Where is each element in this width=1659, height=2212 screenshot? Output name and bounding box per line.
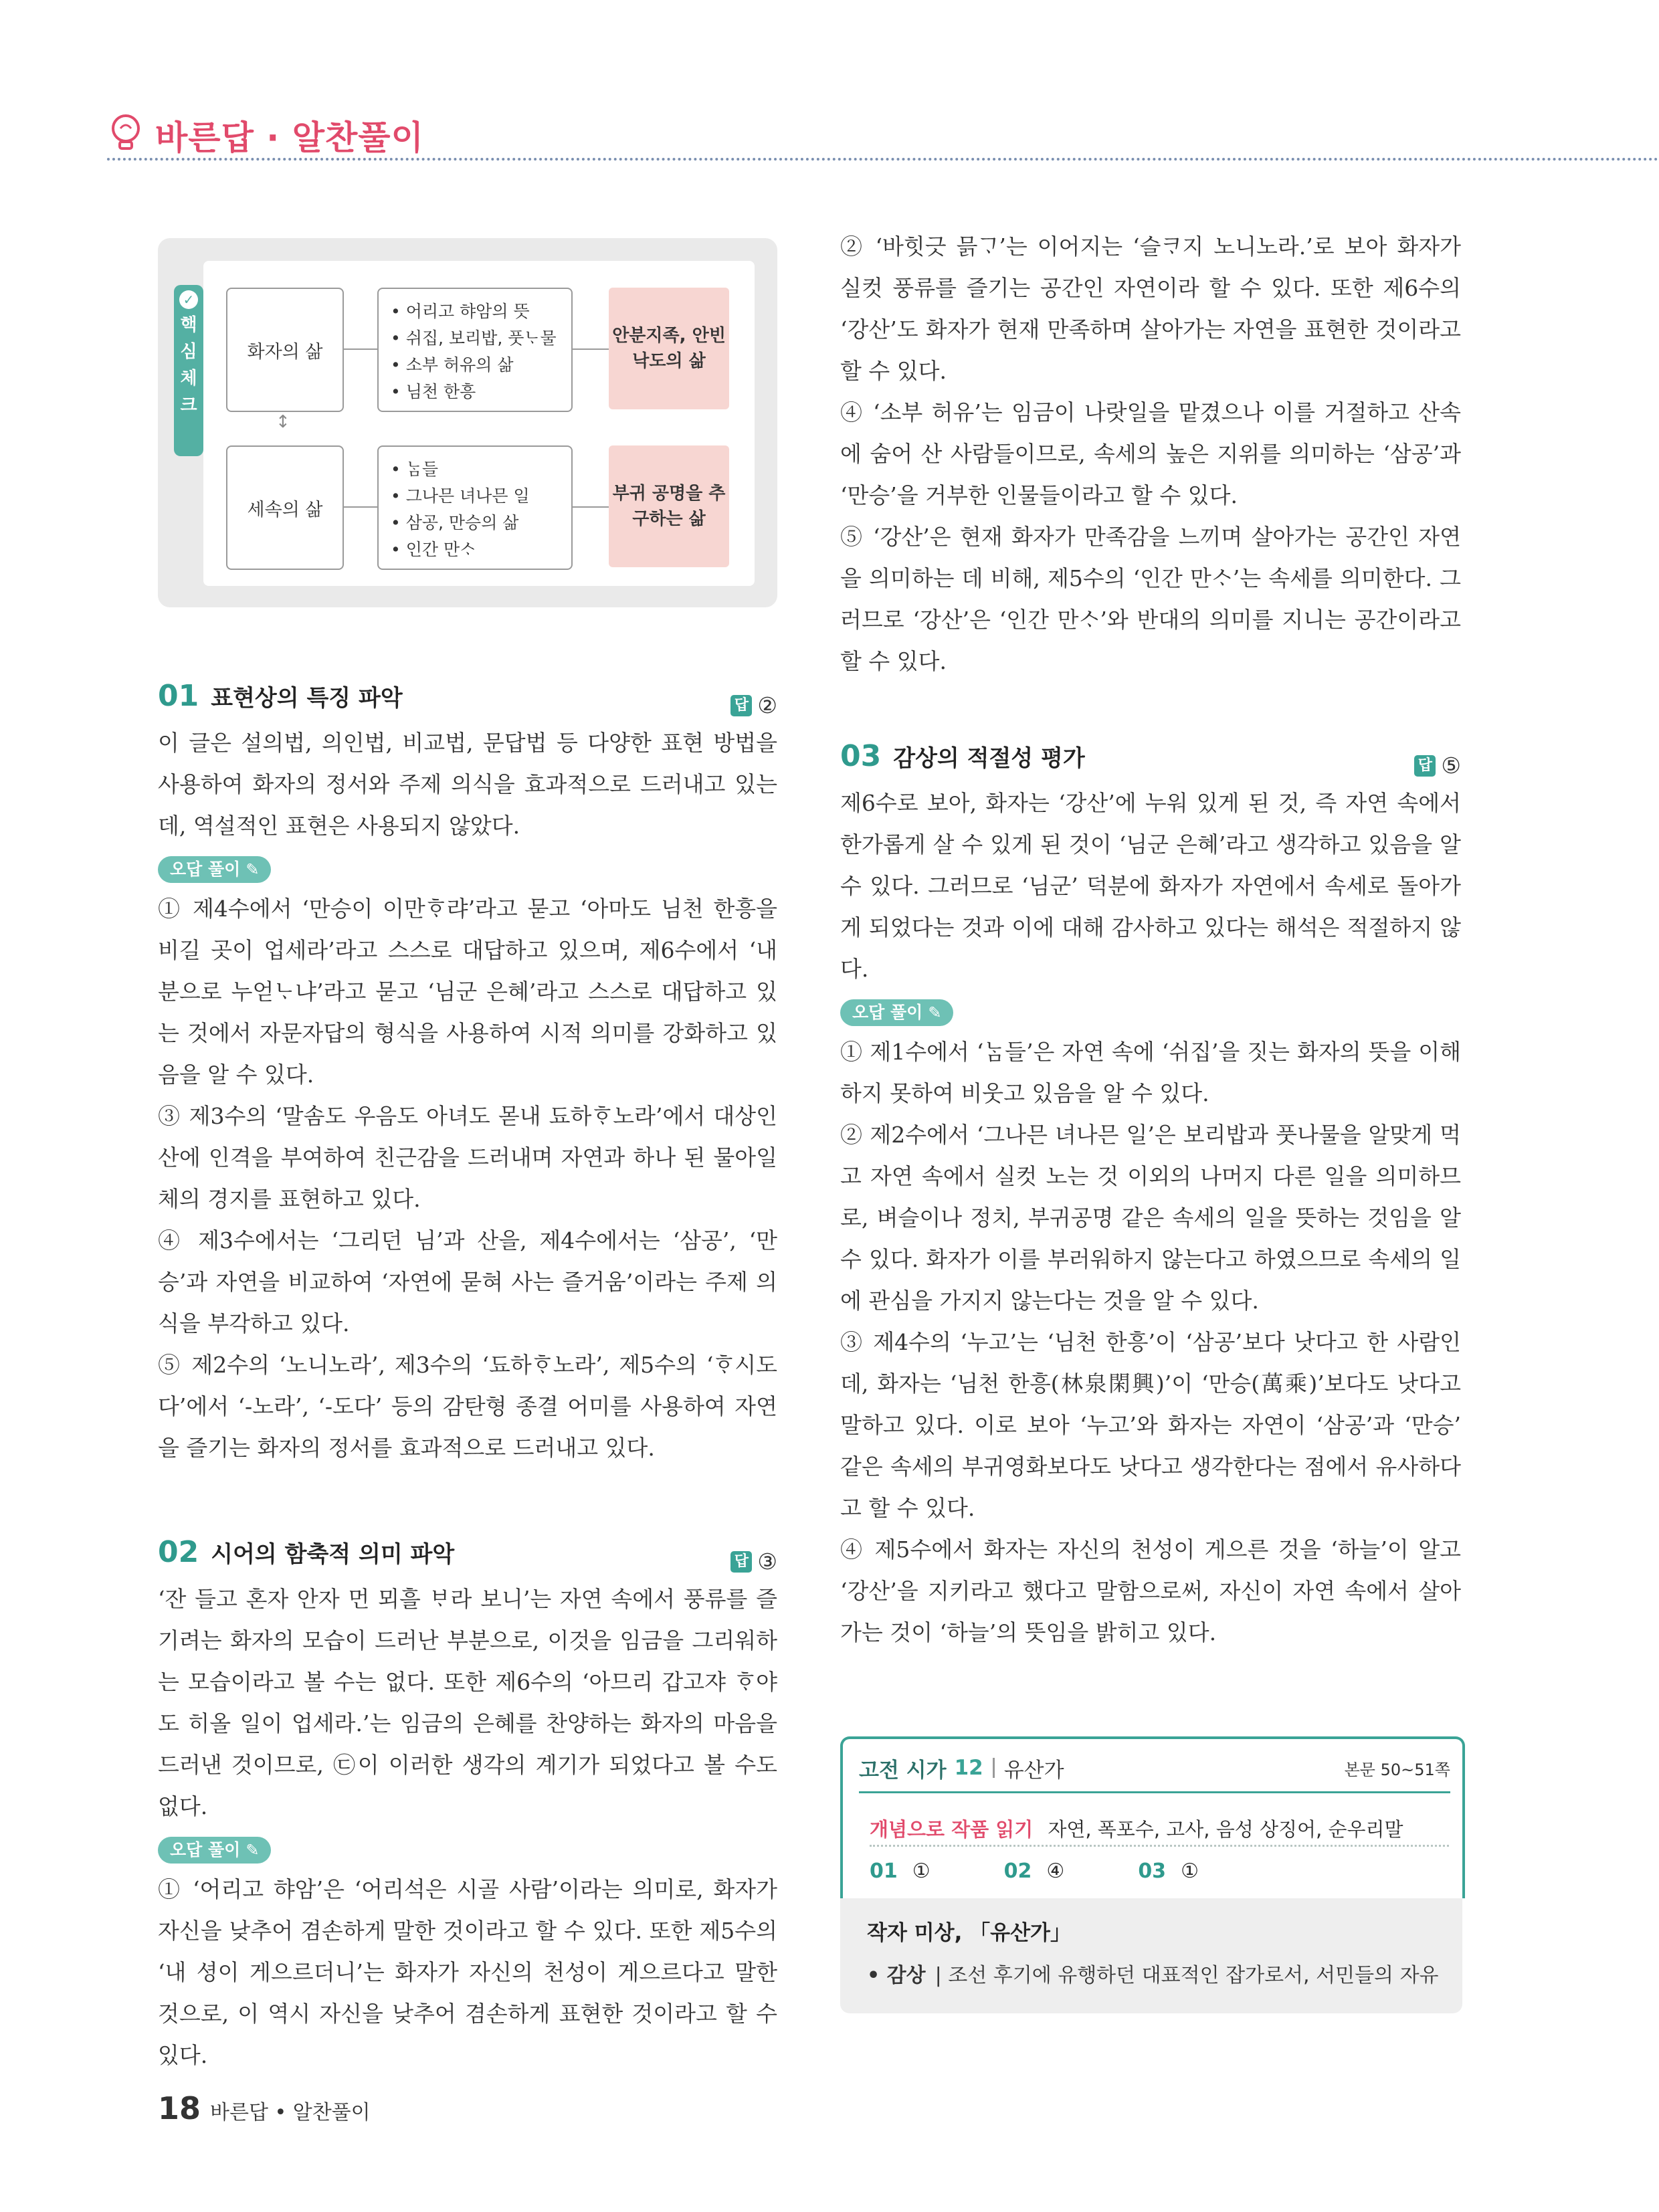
secular-life-box <box>226 445 344 570</box>
answer-choice: ① <box>912 1859 931 1883</box>
answer-number: 02 <box>1003 1859 1032 1883</box>
speaker-life-list <box>377 288 573 412</box>
wrong-answer-text: ① 제4수에서 ‘만승이 이만ᄒᆞ랴’라고 묻고 ‘아마도 님천 한흥을 비길 곳이 업세라’라고 스스로 대답하고 있으며, 제6수에서 ‘내 분으로 누얻ᄂᆞ냐’라고 묻고 ‘님군 은혜’라고 스스로 대답하고 있는 것에서 자문자답의 형식을 사용하여 시적 의미를 강화하고 있음을 알 수 있다. <box>158 896 777 1088</box>
list-item: • 님천 한흥 <box>391 379 559 405</box>
answer-number: 01 <box>870 1859 898 1883</box>
secular-life-label: 세속의 삶 <box>247 499 323 520</box>
secular-life-list <box>377 445 573 570</box>
list-item: • 그나믄 녀나믄 일 <box>391 483 559 510</box>
answer-item <box>1138 1859 1199 1883</box>
appreciation-text: | 조선 후기에 유행하던 대표적인 잡가로서, 서민들의 자유 <box>935 1964 1439 1987</box>
wrong-answer-text: ④ 제3수에서는 ‘그리던 님’과 산을, 제4수에서는 ‘삼공’, ‘만승’과 자연을 비교하여 ‘자연에 묻혀 사는 즐거움’이라는 주제 의식을 부각하고 있다. <box>158 1227 777 1336</box>
answer-value: ③ <box>757 1548 777 1575</box>
appreciation-line <box>867 1958 1439 1988</box>
tab-char: 심 <box>180 342 197 362</box>
wrong-answer-text: ② ‘바힛긋 믉ᄀᆞ’는 이어지는 ‘슬ᄏᆞ지 노니노라.’로 보아 화자가 실컷 풍류를 즐기는 공간인 자연이라 할 수 있다. 또한 제6수의 ‘강산’도 화자가 현재 만족하며 살아가는 자연을 표현한 것이라고 할 수 있다. <box>840 233 1461 384</box>
summary-page-ref: 본문 50~51쪽 <box>1344 1760 1450 1779</box>
tab-char: 체 <box>180 369 197 389</box>
connector-line <box>343 506 377 508</box>
section-title: 감상의 적절성 평가 <box>893 745 1085 772</box>
appreciation-label: • 감상 <box>867 1964 926 1987</box>
page-footer <box>158 2090 371 2126</box>
tab-char: 크 <box>180 395 197 415</box>
wrong-answer-text: ① ‘어리고 햐암’은 ‘어리석은 시골 사람’이라는 의미로, 화자가 자신을 낮추어 겸손하게 말한 것이라고 할 수 있다. 또한 제5수의 ‘내 셩이 게으르더니’는 화자가 자신의 천성이 게으르다고 말한 것으로, 이 역시 자신을 낮추어 겸손하게 표현한 것이라고 할 수 있다. <box>158 1876 777 2068</box>
list-item: • 소부 허유의 삶 <box>391 352 559 379</box>
explanation-text: 제6수로 보아, 화자는 ‘강산’에 누워 있게 된 것, 즉 자연 속에서 한가롭게 살 수 있게 된 것이 ‘님군 은혜’라고 생각하고 있음을 알 수 있다. 그러므로 ‘님군’ 덕분에 화자가 자연에서 속세로 돌아가게 되었다는 것과 이에 대해 감사하고 있다는 해석은 적절하지 않다. <box>840 790 1461 982</box>
list-item: • 쉬집, 보리밥, 풋ᄂᆞ물 <box>391 325 559 352</box>
summary-divider <box>993 1758 995 1778</box>
summary-title-row <box>859 1751 1450 1793</box>
header-title: 바른답 · 알찬풀이 <box>155 118 424 157</box>
summary-number: 12 <box>954 1756 983 1780</box>
connector-line <box>571 506 609 508</box>
connector-line <box>343 348 377 350</box>
answer-badge-icon: 답 <box>730 695 752 716</box>
list-item: • 어리고 햐암의 뜻 <box>391 298 559 325</box>
core-check-tab <box>174 285 203 456</box>
answer-item <box>870 1859 931 1883</box>
tab-char: 핵 <box>180 315 197 335</box>
page-header <box>107 107 1659 161</box>
answer-choice: ① <box>1181 1859 1199 1883</box>
wrong-answer-badge <box>158 1837 271 1864</box>
pencil-icon: ✎ <box>928 1003 942 1022</box>
footer-text: 바른답 • 알찬풀이 <box>210 2101 371 2124</box>
wrong-answer-text: ① 제1수에서 ‘ᄂᆞᆷ들’은 자연 속에 ‘쉬집’을 짓는 화자의 뜻을 이해하지 못하여 비웃고 있음을 알 수 있다. <box>840 1039 1461 1106</box>
pencil-icon: ✎ <box>246 860 260 879</box>
connector-line <box>571 348 609 350</box>
lightbulb-icon <box>107 112 144 155</box>
section-title: 표현상의 특징 파악 <box>211 685 403 712</box>
wrong-answer-text: ③ 제3수의 ‘말솜도 우음도 아녀도 몯내 됴하ᄒᆞ노라’에서 대상인 산에 인격을 부여하여 친근감을 드러내며 자연과 하나 된 물아일체의 경지를 표현하고 있다. <box>158 1103 777 1212</box>
summary-top <box>840 1736 1465 1898</box>
core-check-box <box>158 238 777 607</box>
concept-label: 개념으로 작품 읽기 <box>870 1817 1034 1841</box>
answer-choice: ④ <box>1046 1859 1065 1883</box>
wrong-answer-badge <box>158 856 271 883</box>
explanation-text: ‘잔 들고 혼자 안자 먼 뫼흘 ᄇᆞ라 보니’는 자연 속에서 풍류를 즐기려는 화자의 모습이 드러난 부분으로, 이것을 임금을 그리워하는 모습이라고 볼 수는 없다. 또한 제6수의 ‘아므리 갑고쟈 ᄒᆞ야도 히올 일이 업세라.’는 임금의 은혜를 찬양하는 화자의 마음을 드러낸 것이므로, ㉢이 이러한 생각의 계기가 되었다고 볼 수도 없다. <box>158 1586 777 1819</box>
list-item: • 인간 만ᄉᆞ <box>391 536 559 563</box>
explanation-text: 이 글은 설의법, 의인법, 비교법, 문답법 등 다양한 표현 방법을 사용하여 화자의 정서와 주제 의식을 효과적으로 드러내고 있는데, 역설적인 표현은 사용되지 않았다. <box>158 730 777 839</box>
wrong-answer-text: ② 제2수에서 ‘그나믄 녀나믄 일’은 보리밥과 풋나물을 알맞게 먹고 자연 속에서 실컷 노는 것 이외의 나머지 다른 일을 의미하므로, 벼슬이나 정치, 부귀공명 같은 속세의 일을 뜻하는 것임을 알 수 있다. 화자가 이를 부러워하지 않는다고 하였으므로 속세의 일에 관심을 가지지 않는다는 것을 알 수 있다. <box>840 1122 1461 1314</box>
section-number: 01 <box>158 679 199 713</box>
summary-category: 고전 시가 <box>859 1758 947 1783</box>
answer-row <box>870 1859 1272 1883</box>
list-item: • ᄂᆞᆷ들 <box>391 456 559 483</box>
speaker-life-box <box>226 288 344 412</box>
wealth-fame-box: 부귀 공명을 추구하는 삶 <box>609 445 729 567</box>
concept-text: 자연, 폭포수, 고사, 음성 상징어, 순우리말 <box>1048 1817 1403 1841</box>
page-number: 18 <box>158 2090 201 2126</box>
section-title: 시어의 함축적 의미 파악 <box>211 1541 455 1568</box>
answer-mark <box>730 1541 777 1583</box>
next-work-summary <box>840 1736 1462 2013</box>
pencil-icon: ✎ <box>246 1841 260 1859</box>
section-02-header <box>158 1532 777 1579</box>
contentment-box: 안분지족, 안빈낙도의 삶 <box>609 288 729 409</box>
section-number: 02 <box>158 1535 199 1569</box>
wrong-answer-text: ④ 제5수에서 화자는 자신의 천성이 게으른 것을 ‘하늘’이 알고 ‘강산’을 지키라고 했다고 말함으로써, 자신이 자연 속에서 살아가는 것이 ‘하늘’의 뜻임을 밝히고 있다. <box>840 1536 1461 1645</box>
concept-row <box>870 1811 1449 1847</box>
wrong-answer-text: ⑤ 제2수의 ‘노니노라’, 제3수의 ‘됴하ᄒᆞ노라’, 제5수의 ‘ᄒᆞ시도다’에서 ‘-노라’, ‘-도다’ 등의 감탄형 종결 어미를 사용하여 자연을 즐기는 화자의 정서를 효과적으로 드러내고 있다. <box>158 1352 777 1461</box>
answer-number: 03 <box>1138 1859 1167 1883</box>
speaker-life-label: 화자의 삶 <box>247 341 323 363</box>
wrong-answer-label: 오답 풀이 <box>852 1003 923 1022</box>
summary-work-name: 유산가 <box>1003 1758 1064 1783</box>
up-down-arrow-icon: ↕ <box>276 412 290 432</box>
wrong-answer-badge <box>840 999 953 1026</box>
answer-value: ⑤ <box>1441 752 1461 779</box>
answer-item <box>1004 1859 1065 1883</box>
answer-mark <box>1414 745 1461 787</box>
right-column <box>840 226 1461 1653</box>
answer-mark <box>730 685 777 726</box>
answer-value: ② <box>757 692 777 718</box>
answer-badge-icon: 답 <box>1414 755 1436 777</box>
section-03-header <box>840 736 1461 783</box>
answer-badge-icon: 답 <box>730 1551 752 1573</box>
wrong-answer-text: ④ ‘소부 허유’는 임금이 나랏일을 맡겼으나 이를 거절하고 산속에 숨어 산 사람들이므로, 속세의 높은 지위를 의미하는 ‘삼공’과 ‘만승’을 거부한 인물들이라고 할 수 있다. <box>840 399 1461 508</box>
section-01-header <box>158 676 777 722</box>
wrong-answer-text: ③ 제4수의 ‘누고’는 ‘님천 한흥’이 ‘삼공’보다 낫다고 한 사람인데, 화자는 ‘님천 한흥(林泉閑興)’이 ‘만승(萬乘)’보다도 낫다고 말하고 있다. 이로 보아 ‘누고’와 화자는 자연이 ‘삼공’과 ‘만승’ 같은 속세의 부귀영화보다도 낫다고 생각한다는 점에서 유사하다고 할 수 있다. <box>840 1329 1461 1521</box>
wrong-answer-label: 오답 풀이 <box>170 1840 241 1859</box>
header-divider <box>107 158 1659 161</box>
left-column <box>158 676 777 2076</box>
check-icon: ✓ <box>179 290 198 309</box>
wrong-answer-label: 오답 풀이 <box>170 860 241 879</box>
author-title: 작자 미상, 「유산가」 <box>867 1921 1071 1945</box>
list-item: • 삼공, 만승의 삶 <box>391 510 559 536</box>
section-number: 03 <box>840 739 882 773</box>
wrong-answer-text: ⑤ ‘강산’은 현재 화자가 만족감을 느끼며 살아가는 공간인 자연을 의미하는 데 비해, 제5수의 ‘인간 만ᄉᆞ’는 속세를 의미한다. 그러므로 ‘강산’은 ‘인간 만ᄉᆞ’와 반대의 의미를 지니는 공간이라고 할 수 있다. <box>840 524 1461 674</box>
diagram-panel <box>203 261 755 586</box>
